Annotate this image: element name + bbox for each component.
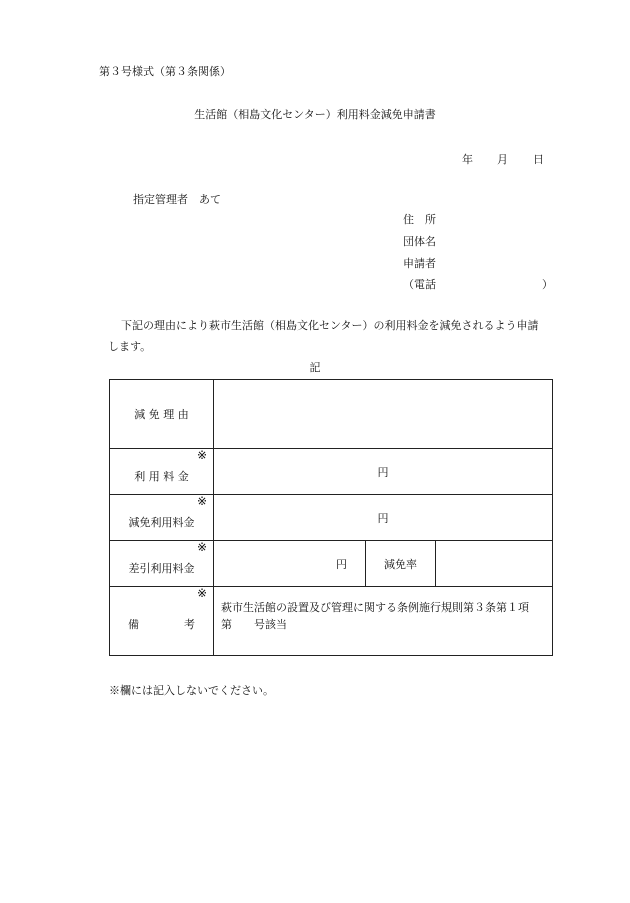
fee-label-cell	[110, 449, 214, 495]
date-day-label: 日	[533, 153, 544, 166]
document-title: 生活館（相島文化センター）利用料金減免申請書	[194, 108, 436, 121]
fee-yen-unit: 円	[377, 465, 389, 479]
office-use-mark: ※	[196, 494, 207, 508]
remarks-line2: 第 号該当	[221, 618, 287, 632]
table-row	[110, 587, 553, 656]
body-text-line1: 下記の理由により萩市生活館（相島文化センター）の利用料金を減免されるよう申請	[121, 319, 539, 332]
rate-label: 減免率	[384, 557, 417, 571]
rate-label-cell	[366, 541, 436, 587]
reduced-fee-label-cell	[110, 495, 214, 541]
group-name-label: 団体名	[403, 235, 436, 248]
footnote: ※欄には記入しないでください。	[109, 684, 274, 697]
reason-label: 減 免 理 由	[134, 408, 189, 421]
deducted-fee-label: 差引利用料金	[128, 562, 195, 575]
deducted-fee-label-cell	[110, 541, 214, 587]
address-label: 住 所	[403, 213, 436, 226]
reduced-fee-field[interactable]	[214, 495, 553, 541]
office-use-mark: ※	[196, 540, 207, 554]
office-use-mark: ※	[196, 448, 207, 462]
reduced-fee-label: 減免利用料金	[128, 516, 195, 529]
reason-field[interactable]	[214, 380, 553, 449]
reduced-fee-yen-unit: 円	[377, 511, 389, 525]
phone-close-paren: ）	[542, 278, 553, 291]
date-year-label: 年	[462, 153, 473, 166]
remarks-label-1: 備	[128, 618, 139, 631]
date-month-label: 月	[497, 153, 508, 166]
application-table	[109, 379, 553, 656]
remarks-line1: 萩市生活館の設置及び管理に関する条例施行規則第３条第１項	[221, 601, 529, 614]
fee-field[interactable]	[214, 449, 553, 495]
table-row	[110, 380, 553, 449]
table-row	[110, 495, 553, 541]
addressee: 指定管理者 あて	[133, 193, 221, 206]
remarks-label-cell	[110, 587, 214, 656]
deducted-fee-field[interactable]	[214, 541, 366, 587]
remarks-label-2: 考	[184, 618, 195, 631]
body-text-line2: します。	[108, 340, 152, 353]
table-row	[110, 449, 553, 495]
reason-label-cell	[110, 380, 214, 449]
ki-heading: 記	[309, 361, 321, 374]
remarks-field[interactable]	[214, 587, 553, 656]
table-row	[110, 541, 553, 587]
office-use-mark: ※	[196, 586, 207, 600]
deducted-fee-yen-unit: 円	[336, 557, 347, 571]
fee-label: 利 用 料 金	[134, 470, 189, 483]
form-number: 第３号様式（第３条関係）	[99, 65, 231, 78]
remarks-text	[221, 599, 529, 633]
applicant-label: 申請者	[403, 257, 436, 270]
phone-label: （電話	[403, 278, 436, 291]
rate-field[interactable]	[436, 541, 553, 587]
